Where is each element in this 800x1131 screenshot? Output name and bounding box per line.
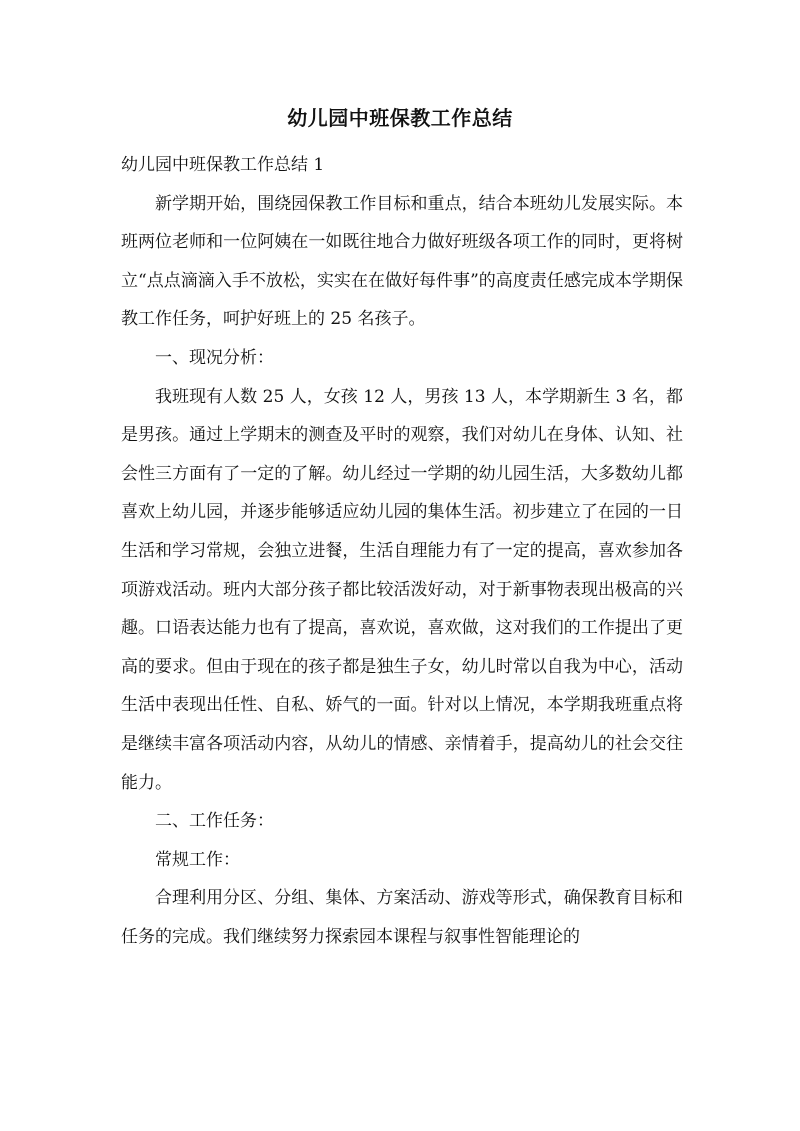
document-body bbox=[121, 146, 683, 956]
heading-routine-work: 常规工作： bbox=[155, 849, 240, 870]
section-heading: 幼儿园中班保教工作总结 1 bbox=[121, 155, 325, 175]
heading-situation-analysis: 一、现况分析： bbox=[155, 347, 274, 368]
heading-work-tasks: 二、工作任务： bbox=[155, 811, 274, 832]
paragraph-intro: 新学期开始，围绕园保教工作目标和重点，结合本班幼儿发展实际。本班两位老师和一位阿姨在一如既往地合力做好班级各项工作的同时，更将树立“点点滴滴入手不放松，实实在在做好每件事”的高度责任感完成本学期保教工作任务，呵护好班上的 25 名孩子。 bbox=[121, 193, 683, 330]
paragraph-routine: 合理利用分区、分组、集体、方案活动、游戏等形式，确保教育目标和任务的完成。我们继续努力探索园本课程与叙事性智能理论的 bbox=[121, 888, 683, 947]
paragraph-situation: 我班现有人数 25 人，女孩 12 人，男孩 13 人，本学期新生 3 名，都是男孩。通过上学期末的测查及平时的观察，我们对幼儿在身体、认知、社会性三方面有了一定的了解。幼儿经过一学期的幼儿园生活，大多数幼儿都喜欢上幼儿园，并逐步能够适应幼儿园的集体生活。初步建立了在园的一日生活和学习常规，会独立进餐，生活自理能力有了一定的提高，喜欢参加各项游戏活动。班内大部分孩子都比较活泼好动，对于新事物表现出极高的兴趣。口语表达能力也有了提高，喜欢说，喜欢做，这对我们的工作提出了更高的要求。但由于现在的孩子都是独生子女，幼儿时常以自我为中心，活动生活中表现出任性、自私、娇气的一面。针对以上情况，本学期我班重点将是继续丰富各项活动内容，从幼儿的情感、亲情着手，提高幼儿的社会交往能力。 bbox=[121, 386, 683, 793]
document-title: 幼儿园中班保教工作总结 bbox=[287, 106, 513, 130]
